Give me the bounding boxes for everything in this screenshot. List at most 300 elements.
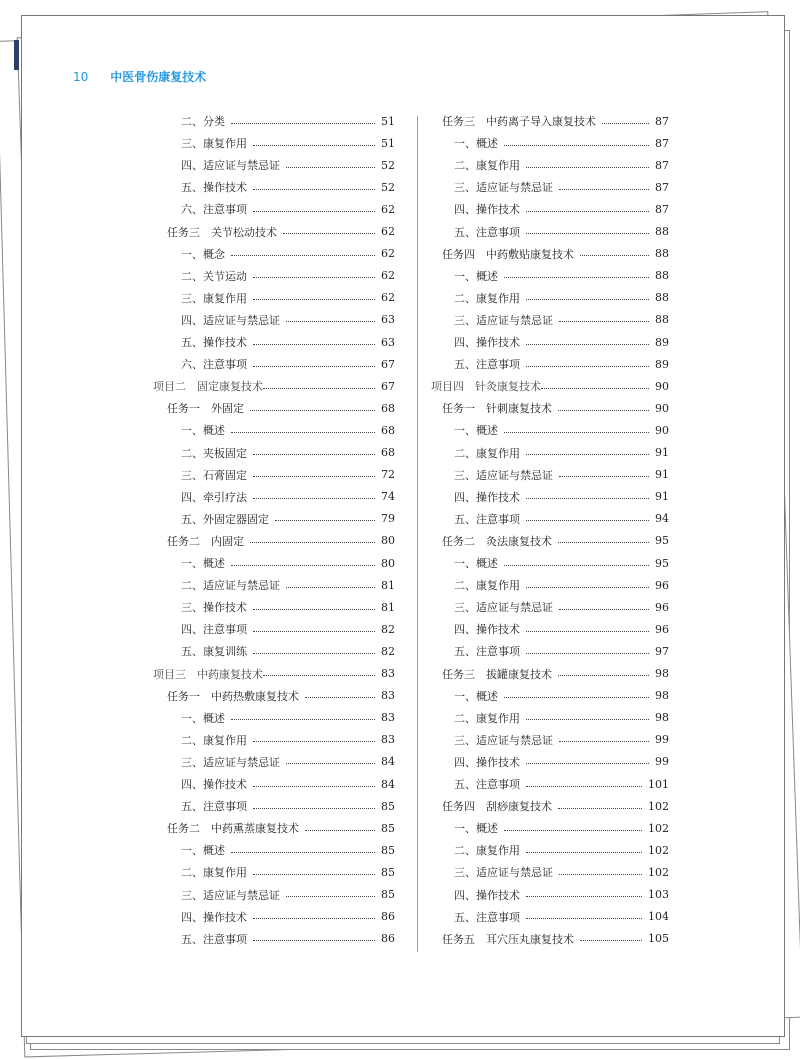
toc-entry[interactable] — [454, 419, 669, 441]
dot-leader — [526, 896, 642, 897]
dot-leader — [526, 653, 649, 654]
toc-entry-page: 102 — [648, 865, 669, 879]
toc-entry[interactable] — [181, 110, 395, 132]
dot-leader — [526, 918, 642, 919]
dot-leader — [253, 454, 375, 455]
toc-entry[interactable] — [442, 795, 669, 817]
dot-leader — [559, 321, 649, 322]
dot-leader — [275, 520, 375, 521]
dot-leader — [526, 167, 649, 168]
toc-entry-label: 四、注意事项 — [181, 623, 247, 637]
dot-leader — [231, 432, 375, 433]
toc-entry-page: 95 — [655, 534, 669, 548]
dot-leader — [305, 697, 375, 698]
toc-page — [21, 15, 785, 1037]
toc-entry[interactable] — [167, 817, 395, 839]
toc-entry-label: 三、操作技术 — [181, 601, 247, 615]
toc-entry[interactable] — [181, 353, 395, 375]
toc-entry[interactable] — [442, 928, 669, 950]
dot-leader — [526, 299, 649, 300]
toc-entry-page: 96 — [655, 600, 669, 614]
toc-entry[interactable] — [181, 928, 395, 950]
toc-entry-label: 任务二 中药熏蒸康复技术 — [167, 822, 299, 836]
toc-entry-page: 87 — [655, 114, 669, 128]
toc-entry-label: 四、操作技术 — [454, 203, 520, 217]
toc-entry[interactable] — [454, 839, 669, 861]
toc-entry-label: 任务三 拔罐康复技术 — [442, 667, 552, 681]
toc-entry[interactable] — [181, 884, 395, 906]
dot-leader — [231, 255, 375, 256]
toc-entry[interactable] — [454, 331, 669, 353]
toc-entry[interactable] — [454, 817, 669, 839]
toc-entry-label: 五、注意事项 — [454, 645, 520, 659]
toc-entry-page: 85 — [381, 843, 395, 857]
toc-entry[interactable] — [181, 640, 395, 662]
toc-entry[interactable] — [181, 729, 395, 751]
dot-leader — [253, 609, 375, 610]
dot-leader — [558, 542, 649, 543]
toc-entry[interactable] — [181, 464, 395, 486]
toc-entry-label: 二、康复作用 — [454, 579, 520, 593]
dot-leader — [526, 763, 649, 764]
toc-entry-label: 六、注意事项 — [181, 358, 247, 372]
toc-entry-label: 任务一 外固定 — [167, 402, 244, 416]
toc-entry-page: 99 — [655, 733, 669, 747]
dot-leader — [253, 211, 375, 212]
toc-entry[interactable] — [454, 773, 669, 795]
dot-leader — [231, 852, 375, 853]
toc-entry-label: 四、操作技术 — [454, 490, 520, 504]
dot-leader — [504, 277, 649, 278]
toc-entry-label: 五、注意事项 — [454, 358, 520, 372]
toc-entry-page: 82 — [381, 644, 395, 658]
toc-entry[interactable] — [454, 198, 669, 220]
toc-entry[interactable] — [454, 221, 669, 243]
toc-entry-page: 90 — [655, 401, 669, 415]
toc-entry-label: 二、康复作用 — [454, 159, 520, 173]
toc-entry[interactable] — [454, 508, 669, 530]
toc-entry-page: 83 — [381, 733, 395, 747]
dot-leader — [253, 653, 375, 654]
dot-leader — [253, 874, 375, 875]
toc-entry[interactable] — [454, 265, 669, 287]
toc-entry-page: 72 — [381, 468, 395, 482]
toc-entry-label: 任务二 灸法康复技术 — [442, 534, 552, 548]
toc-entry-label: 一、概述 — [181, 557, 225, 570]
toc-entry[interactable] — [181, 243, 395, 265]
toc-entry-label: 五、注意事项 — [181, 800, 247, 814]
toc-entry[interactable] — [454, 132, 669, 154]
toc-entry-page: 101 — [648, 777, 669, 791]
dot-leader — [526, 366, 649, 367]
dot-leader — [231, 719, 375, 720]
toc-entry-page: 81 — [381, 578, 395, 592]
toc-entry-page: 105 — [648, 932, 669, 946]
toc-entry-page: 87 — [655, 180, 669, 194]
toc-entry-label: 四、操作技术 — [454, 888, 520, 902]
dot-leader — [504, 830, 642, 831]
dot-leader — [253, 786, 375, 787]
toc-entry-label: 任务五 耳穴压丸康复技术 — [442, 932, 574, 946]
toc-entry-page: 89 — [655, 357, 669, 371]
toc-entry[interactable] — [454, 486, 669, 508]
toc-entry-page: 88 — [655, 269, 669, 283]
dot-leader — [286, 896, 375, 897]
dot-leader — [526, 520, 649, 521]
toc-entry[interactable] — [181, 773, 395, 795]
toc-entry[interactable] — [454, 442, 669, 464]
dot-leader — [253, 498, 375, 499]
dot-leader — [558, 410, 649, 411]
toc-entry-page: 84 — [381, 755, 395, 769]
dot-leader — [526, 233, 649, 234]
toc-entry[interactable] — [454, 618, 669, 640]
dot-leader — [559, 476, 649, 477]
toc-entry[interactable] — [454, 906, 669, 928]
toc-entry[interactable] — [454, 861, 669, 883]
dot-leader — [558, 675, 649, 676]
toc-entry-page: 95 — [655, 556, 669, 570]
toc-entry[interactable] — [442, 243, 669, 265]
dot-leader — [526, 631, 649, 632]
toc-entry-page: 87 — [655, 202, 669, 216]
toc-entry-page: 98 — [655, 667, 669, 680]
toc-entry[interactable] — [181, 751, 395, 773]
toc-entry-label: 四、操作技术 — [454, 336, 520, 349]
toc-entry-label: 二、康复作用 — [454, 446, 520, 460]
toc-entry-label: 四、适应证与禁忌证 — [181, 313, 280, 327]
toc-entry-page: 89 — [655, 335, 669, 349]
toc-entry[interactable] — [454, 464, 669, 486]
toc-entry-page: 98 — [655, 689, 669, 703]
toc-entry-page: 74 — [381, 490, 395, 504]
dot-leader — [286, 763, 375, 764]
toc-entry-page: 68 — [381, 446, 395, 459]
toc-entry[interactable] — [454, 685, 669, 707]
toc-entry[interactable] — [454, 309, 669, 331]
toc-entry-label: 三、适应证与禁忌证 — [454, 181, 553, 195]
toc-entry-label: 二、康复作用 — [454, 291, 520, 305]
dot-leader — [526, 587, 649, 588]
toc-entry-label: 五、注意事项 — [454, 512, 520, 526]
dot-leader — [580, 255, 649, 256]
dot-leader — [504, 697, 649, 698]
toc-entry[interactable] — [181, 132, 395, 154]
toc-entry-page: 63 — [381, 313, 395, 327]
dot-leader — [504, 432, 649, 433]
dot-leader — [253, 476, 375, 477]
toc-entry[interactable] — [454, 353, 669, 375]
toc-entry-label: 项目三 中药康复技术 — [153, 667, 263, 681]
toc-entry[interactable] — [454, 552, 669, 574]
dot-leader — [526, 852, 642, 853]
toc-entry-label: 任务三 中药离子导入康复技术 — [442, 115, 596, 128]
toc-entry-label: 三、康复作用 — [181, 137, 247, 151]
toc-entry[interactable] — [167, 685, 395, 707]
toc-entry-page: 62 — [381, 291, 395, 305]
toc-entry[interactable] — [167, 530, 395, 552]
toc-entry-label: 一、概念 — [181, 247, 225, 261]
toc-entry[interactable] — [454, 596, 669, 618]
toc-entry-page: 91 — [655, 468, 669, 482]
toc-entry-label: 一、概述 — [181, 844, 225, 858]
toc-entry[interactable] — [454, 574, 669, 596]
toc-entry-label: 五、注意事项 — [454, 778, 520, 791]
toc-entry[interactable] — [181, 331, 395, 353]
toc-entry-page: 52 — [381, 158, 395, 172]
toc-entry-label: 三、适应证与禁忌证 — [454, 866, 553, 880]
toc-entry-page: 104 — [648, 910, 669, 924]
toc-entry-label: 一、概述 — [454, 424, 498, 438]
toc-entry-page: 85 — [381, 821, 395, 835]
toc-entry[interactable] — [181, 176, 395, 198]
toc-entry-page: 52 — [381, 180, 395, 194]
toc-entry-page: 62 — [381, 269, 395, 283]
dot-leader — [253, 145, 375, 146]
toc-entry-page: 86 — [381, 932, 395, 946]
toc-entry-page: 85 — [381, 865, 395, 879]
toc-entry-page: 96 — [655, 578, 669, 592]
toc-entry[interactable] — [181, 839, 395, 861]
dot-leader — [286, 321, 375, 322]
toc-entry[interactable] — [181, 861, 395, 883]
toc-entry-page: 88 — [655, 313, 669, 327]
toc-entry-label: 一、概述 — [454, 557, 498, 570]
toc-entry[interactable] — [454, 154, 669, 176]
toc-entry-label: 四、操作技术 — [181, 778, 247, 791]
toc-entry[interactable] — [181, 309, 395, 331]
toc-entry-page: 68 — [381, 401, 395, 415]
toc-entry-page: 98 — [655, 711, 669, 725]
toc-entry-page: 83 — [381, 689, 395, 703]
dot-leader — [526, 454, 649, 455]
toc-entry-label: 二、关节运动 — [181, 269, 247, 283]
toc-entry-page: 62 — [381, 225, 395, 238]
dot-leader — [263, 388, 375, 389]
toc-entry-page: 99 — [655, 755, 669, 769]
toc-entry-page: 85 — [381, 799, 395, 813]
toc-entry-label: 项目二 固定康复技术 — [153, 380, 263, 394]
toc-entry-page: 103 — [648, 888, 669, 901]
toc-entry-page: 62 — [381, 247, 395, 261]
toc-entry-label: 三、适应证与禁忌证 — [181, 755, 280, 769]
dot-leader — [253, 277, 375, 278]
toc-entry[interactable] — [181, 198, 395, 220]
toc-entry-label: 一、概述 — [181, 711, 225, 725]
toc-entry-label: 任务一 针刺康复技术 — [442, 402, 552, 416]
toc-entry-page: 88 — [655, 247, 669, 261]
dot-leader — [263, 675, 375, 676]
toc-entry[interactable] — [442, 397, 669, 419]
toc-entry-label: 一、概述 — [454, 689, 498, 703]
toc-entry-label: 二、夹板固定 — [181, 446, 247, 460]
toc-entry[interactable] — [442, 663, 669, 685]
dot-leader — [253, 366, 375, 367]
dot-leader — [253, 189, 375, 190]
toc-entry-page: 79 — [381, 512, 395, 526]
toc-entry-page: 80 — [381, 534, 395, 548]
dot-leader — [253, 918, 375, 919]
toc-entry-page: 51 — [381, 114, 395, 128]
dot-leader — [250, 542, 375, 543]
toc-entry[interactable] — [442, 110, 669, 132]
page-number: 10 — [73, 70, 89, 84]
toc-entry-label: 二、分类 — [181, 115, 225, 128]
toc-entry-label: 五、注意事项 — [454, 910, 520, 924]
toc-entry-label: 三、康复作用 — [181, 291, 247, 305]
toc-entry-label: 二、康复作用 — [454, 844, 520, 858]
dot-leader — [558, 808, 642, 809]
dot-leader — [231, 565, 375, 566]
toc-entry[interactable] — [181, 795, 395, 817]
toc-entry-label: 任务四 中药敷贴康复技术 — [442, 247, 574, 261]
toc-entry[interactable] — [181, 618, 395, 640]
toc-entry-label: 四、操作技术 — [454, 755, 520, 769]
toc-entry[interactable] — [181, 442, 395, 464]
toc-entry-label: 三、适应证与禁忌证 — [454, 733, 553, 747]
toc-entry-label: 一、概述 — [181, 424, 225, 438]
toc-entry[interactable] — [153, 375, 395, 397]
toc-entry[interactable] — [181, 707, 395, 729]
dot-leader — [253, 344, 375, 345]
toc-entry-label: 任务四 刮痧康复技术 — [442, 800, 552, 814]
toc-entry-page: 62 — [381, 202, 395, 216]
toc-entry-label: 五、注意事项 — [181, 932, 247, 946]
toc-entry-label: 项目四 针灸康复技术 — [431, 380, 541, 394]
toc-entry-label: 三、石膏固定 — [181, 468, 247, 482]
toc-entry-page: 102 — [648, 821, 669, 835]
toc-entry[interactable] — [454, 884, 669, 906]
dot-leader — [559, 741, 649, 742]
toc-entry[interactable] — [181, 552, 395, 574]
dot-leader — [504, 145, 649, 146]
toc-entry-label: 三、适应证与禁忌证 — [454, 468, 553, 482]
toc-entry-page: 82 — [381, 622, 395, 636]
dot-leader — [286, 587, 375, 588]
toc-entry-page: 91 — [655, 446, 669, 459]
toc-entry[interactable] — [442, 530, 669, 552]
book-title: 中医骨伤康复技术 — [110, 70, 207, 84]
dot-leader — [231, 123, 375, 124]
toc-entry[interactable] — [181, 486, 395, 508]
toc-entry-page: 87 — [655, 136, 669, 150]
toc-entry-label: 六、注意事项 — [181, 203, 247, 217]
cover-edge — [14, 40, 19, 70]
toc-entry[interactable] — [454, 729, 669, 751]
toc-entry-page: 81 — [381, 600, 395, 614]
toc-entry-page: 86 — [381, 910, 395, 924]
toc-entry-page: 88 — [655, 225, 669, 238]
toc-entry-page: 96 — [655, 622, 669, 636]
dot-leader — [559, 874, 642, 875]
toc-entry-label: 任务一 中药热敷康复技术 — [167, 689, 299, 703]
toc-entry-label: 四、适应证与禁忌证 — [181, 159, 280, 173]
toc-entry-page: 102 — [648, 799, 669, 813]
dot-leader — [305, 830, 375, 831]
toc-entry-page: 83 — [381, 667, 395, 680]
toc-entry[interactable] — [167, 221, 395, 243]
toc-entry-page: 67 — [381, 357, 395, 371]
toc-entry[interactable] — [181, 906, 395, 928]
toc-entry-page: 87 — [655, 158, 669, 172]
toc-entry-label: 二、康复作用 — [454, 711, 520, 725]
toc-entry-page: 85 — [381, 888, 395, 901]
toc-entry-page: 63 — [381, 335, 395, 349]
dot-leader — [559, 609, 649, 610]
toc-entry-label: 二、康复作用 — [181, 866, 247, 880]
toc-entry-page: 90 — [655, 423, 669, 437]
toc-entry-label: 五、康复训练 — [181, 645, 247, 659]
toc-entry-label: 任务二 内固定 — [167, 534, 244, 548]
toc-entry[interactable] — [181, 596, 395, 618]
dot-leader — [253, 741, 375, 742]
toc-entry[interactable] — [431, 375, 669, 397]
toc-entry[interactable] — [454, 640, 669, 662]
toc-entry-page: 80 — [381, 556, 395, 570]
dot-leader — [602, 123, 649, 124]
dot-leader — [250, 410, 375, 411]
dot-leader — [526, 344, 649, 345]
toc-entry[interactable] — [167, 397, 395, 419]
dot-leader — [526, 498, 649, 499]
toc-entry-label: 二、适应证与禁忌证 — [181, 579, 280, 593]
toc-entry-label: 五、操作技术 — [181, 181, 247, 195]
dot-leader — [504, 565, 649, 566]
toc-entry-label: 四、操作技术 — [454, 623, 520, 637]
toc-entry[interactable] — [181, 419, 395, 441]
toc-entry-label: 五、注意事项 — [454, 225, 520, 239]
toc-entry-page: 97 — [655, 644, 669, 658]
toc-entry[interactable] — [181, 265, 395, 287]
toc-entry-label: 三、适应证与禁忌证 — [181, 888, 280, 902]
toc-entry[interactable] — [181, 287, 395, 309]
dot-leader — [526, 786, 642, 787]
toc-entry-page: 88 — [655, 291, 669, 305]
dot-leader — [253, 808, 375, 809]
toc-entry-label: 三、适应证与禁忌证 — [454, 601, 553, 615]
toc-entry-page: 91 — [655, 490, 669, 504]
dot-leader — [526, 211, 649, 212]
toc-entry-page: 102 — [648, 843, 669, 857]
toc-entry-page: 84 — [381, 777, 395, 791]
toc-entry-label: 一、概述 — [454, 822, 498, 836]
toc-entry-label: 五、外固定器固定 — [181, 512, 269, 526]
toc-entry[interactable] — [454, 176, 669, 198]
toc-entry-page: 51 — [381, 136, 395, 150]
running-header — [73, 68, 206, 85]
dot-leader — [253, 299, 375, 300]
toc-entry[interactable] — [181, 154, 395, 176]
dot-leader — [559, 189, 649, 190]
toc-entry-label: 四、牵引疗法 — [181, 490, 247, 504]
toc-entry-page: 68 — [381, 423, 395, 437]
dot-leader — [526, 719, 649, 720]
toc-entry-label: 四、操作技术 — [181, 910, 247, 924]
column-divider — [417, 116, 418, 952]
toc-entry[interactable] — [181, 508, 395, 530]
toc-entry[interactable] — [181, 574, 395, 596]
toc-entry[interactable] — [454, 751, 669, 773]
toc-entry-label: 三、适应证与禁忌证 — [454, 313, 553, 327]
toc-entry-page: 90 — [655, 379, 669, 393]
dot-leader — [541, 388, 649, 389]
toc-entry-page: 67 — [381, 379, 395, 393]
toc-entry-label: 二、康复作用 — [181, 733, 247, 747]
toc-entry-label: 一、概述 — [454, 137, 498, 151]
toc-entry[interactable] — [454, 707, 669, 729]
toc-entry[interactable] — [454, 287, 669, 309]
toc-entry[interactable] — [153, 663, 395, 685]
